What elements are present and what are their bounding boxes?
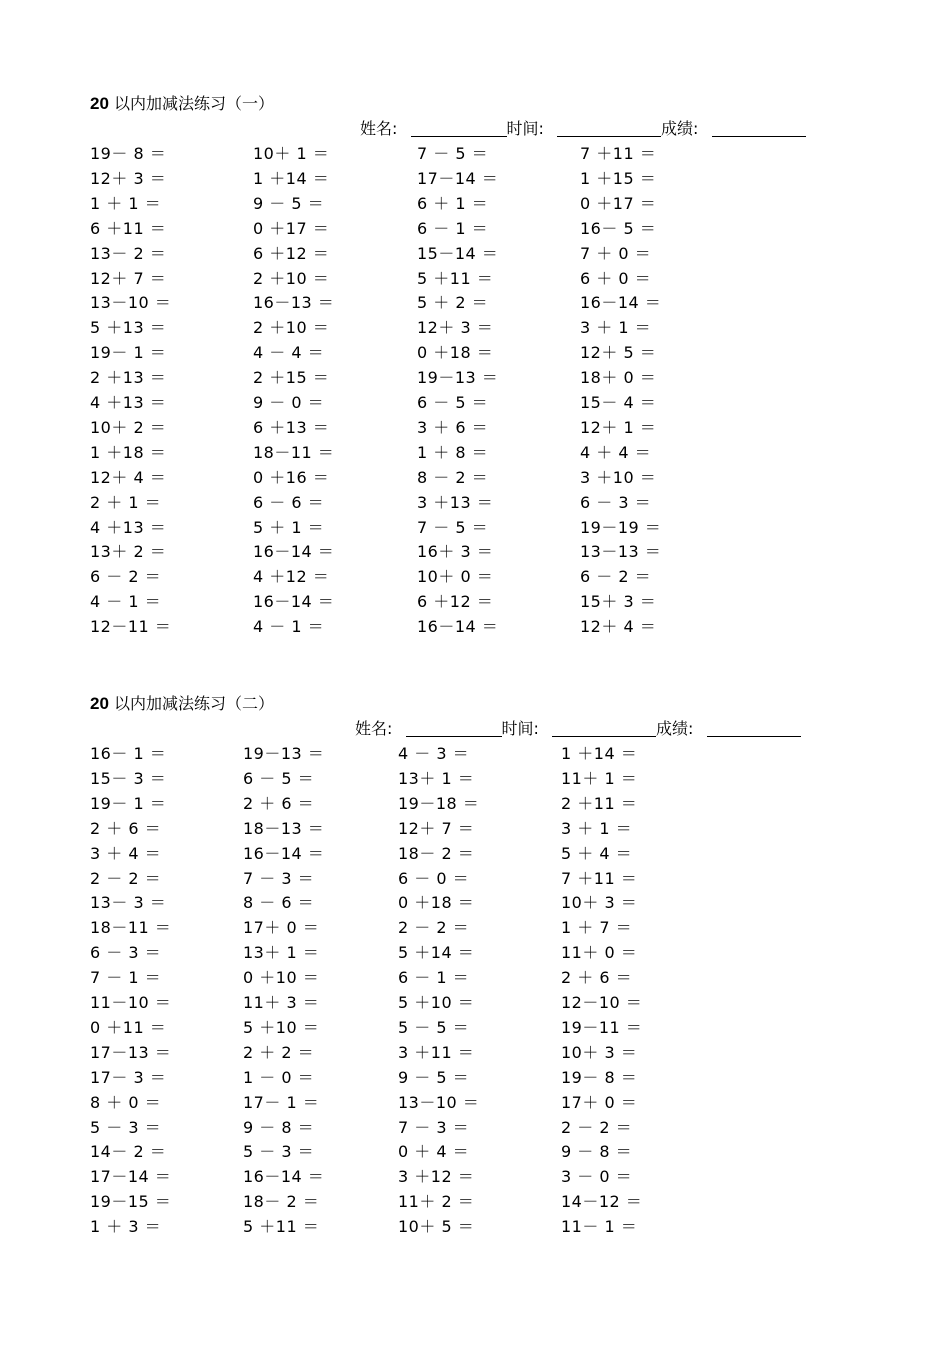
math-problem: 1 ＋ 3 ＝ bbox=[90, 1217, 162, 1237]
math-problem: 19－19 ＝ bbox=[580, 517, 662, 537]
math-problem: 4 ＋12 ＝ bbox=[253, 567, 330, 587]
problem-row bbox=[0, 767, 950, 791]
math-problem: 19－ 1 ＝ bbox=[90, 343, 167, 363]
math-problem: 2 ＋ 2 ＝ bbox=[243, 1042, 315, 1062]
math-problem: 10＋ 1 ＝ bbox=[253, 144, 330, 163]
math-problem: 17－13 ＝ bbox=[90, 1042, 172, 1062]
math-problem: 12－11 ＝ bbox=[90, 617, 172, 637]
problem-row bbox=[0, 516, 950, 540]
math-problem: 3 ＋11 ＝ bbox=[398, 1042, 475, 1062]
math-problem: 6 － 0 ＝ bbox=[398, 868, 470, 888]
math-problem: 5 ＋ 4 ＝ bbox=[561, 843, 633, 863]
math-problem: 5 ＋ 1 ＝ bbox=[253, 517, 325, 537]
math-problem: 13－ 2 ＝ bbox=[90, 243, 167, 263]
math-problem: 19－18 ＝ bbox=[398, 793, 480, 813]
math-problem: 11＋ 3 ＝ bbox=[243, 993, 320, 1012]
math-problem: 13－13 ＝ bbox=[580, 542, 662, 562]
math-problem: 0 ＋16 ＝ bbox=[253, 467, 330, 487]
student-info-row bbox=[360, 118, 806, 140]
time-blank[interactable] bbox=[552, 718, 656, 737]
math-problem: 4 ＋ 4 ＝ bbox=[580, 442, 652, 462]
math-problem: 18－11 ＝ bbox=[253, 442, 335, 462]
math-problem: 15－14 ＝ bbox=[417, 243, 499, 263]
math-problem: 0 ＋ 4 ＝ bbox=[398, 1142, 470, 1162]
problem-row bbox=[0, 1041, 950, 1065]
problem-row bbox=[0, 192, 950, 216]
math-problem: 13－10 ＝ bbox=[398, 1092, 480, 1112]
math-problem: 3 ＋ 6 ＝ bbox=[417, 417, 489, 437]
worksheet-title bbox=[90, 692, 274, 716]
math-problem: 14－ 2 ＝ bbox=[90, 1142, 167, 1162]
math-problem: 0 ＋18 ＝ bbox=[398, 893, 475, 913]
math-problem: 10＋ 3 ＝ bbox=[561, 893, 638, 913]
math-problem: 6 － 6 ＝ bbox=[253, 492, 325, 512]
math-problem: 7 － 1 ＝ bbox=[90, 968, 162, 988]
math-problem: 9 － 0 ＝ bbox=[253, 393, 325, 412]
math-problem: 11－10 ＝ bbox=[90, 993, 172, 1012]
problem-row bbox=[0, 167, 950, 191]
math-problem: 9 － 8 ＝ bbox=[243, 1117, 315, 1137]
problem-row bbox=[0, 991, 950, 1015]
math-problem: 5 ＋ 2 ＝ bbox=[417, 293, 489, 313]
math-problem: 2 － 2 ＝ bbox=[398, 918, 470, 938]
math-problem: 1 － 0 ＝ bbox=[243, 1067, 315, 1087]
math-problem: 17＋ 0 ＝ bbox=[561, 1092, 638, 1112]
math-problem: 1 ＋15 ＝ bbox=[580, 168, 657, 188]
problem-row bbox=[0, 1190, 950, 1214]
math-problem: 12＋ 3 ＝ bbox=[90, 168, 167, 188]
problem-row bbox=[0, 792, 950, 816]
math-problem: 16－13 ＝ bbox=[253, 293, 335, 313]
math-problem: 4 ＋13 ＝ bbox=[90, 393, 167, 412]
problem-row bbox=[0, 867, 950, 891]
math-problem: 10＋ 3 ＝ bbox=[561, 1042, 638, 1062]
math-problem: 6 － 5 ＝ bbox=[417, 393, 489, 412]
math-problem: 1 ＋ 7 ＝ bbox=[561, 918, 633, 938]
math-problem: 2 ＋11 ＝ bbox=[561, 793, 638, 813]
math-problem: 6 － 2 ＝ bbox=[580, 567, 652, 587]
math-problem: 11＋ 0 ＝ bbox=[561, 943, 638, 963]
math-problem: 1 ＋18 ＝ bbox=[90, 442, 167, 462]
math-problem: 6 － 3 ＝ bbox=[580, 492, 652, 512]
math-problem: 9 － 5 ＝ bbox=[253, 193, 325, 213]
problem-row bbox=[0, 1215, 950, 1239]
math-problem: 5 ＋14 ＝ bbox=[398, 943, 475, 963]
math-problem: 0 ＋11 ＝ bbox=[90, 1017, 167, 1037]
math-problem: 3 ＋ 4 ＝ bbox=[90, 843, 162, 863]
math-problem: 18－13 ＝ bbox=[243, 818, 325, 838]
math-problem: 8 － 2 ＝ bbox=[417, 467, 489, 487]
math-problem: 11－ 1 ＝ bbox=[561, 1217, 638, 1237]
math-problem: 7 － 3 ＝ bbox=[243, 868, 315, 888]
problem-row bbox=[0, 242, 950, 266]
math-problem: 16－14 ＝ bbox=[580, 293, 662, 313]
problem-row bbox=[0, 891, 950, 915]
math-problem: 1 ＋ 1 ＝ bbox=[90, 193, 162, 213]
math-problem: 2 － 2 ＝ bbox=[90, 868, 162, 888]
worksheet-title bbox=[90, 92, 274, 116]
problem-row bbox=[0, 941, 950, 965]
math-problem: 12＋ 5 ＝ bbox=[580, 343, 657, 363]
math-problem: 0 ＋17 ＝ bbox=[253, 218, 330, 238]
math-problem: 0 ＋10 ＝ bbox=[243, 968, 320, 988]
math-problem: 12＋ 4 ＝ bbox=[580, 617, 657, 637]
time-label: 时间: bbox=[506, 119, 544, 138]
math-problem: 19－13 ＝ bbox=[417, 368, 499, 388]
problem-row bbox=[0, 267, 950, 291]
math-problem: 10＋ 5 ＝ bbox=[398, 1217, 475, 1237]
math-problem: 18－11 ＝ bbox=[90, 918, 172, 938]
problem-row bbox=[0, 391, 950, 415]
math-problem: 1 ＋14 ＝ bbox=[253, 168, 330, 188]
math-problem: 6 ＋ 0 ＝ bbox=[580, 268, 652, 288]
math-problem: 2 ＋ 6 ＝ bbox=[243, 793, 315, 813]
math-problem: 9 － 5 ＝ bbox=[398, 1067, 470, 1087]
problem-row bbox=[0, 366, 950, 390]
math-problem: 16－14 ＝ bbox=[243, 1167, 325, 1187]
problem-row bbox=[0, 491, 950, 515]
math-problem: 7 ＋11 ＝ bbox=[561, 868, 638, 888]
math-problem: 3 ＋10 ＝ bbox=[580, 467, 657, 487]
math-problem: 16－14 ＝ bbox=[417, 617, 499, 637]
math-problem: 12＋ 7 ＝ bbox=[90, 268, 167, 288]
score-blank[interactable] bbox=[712, 118, 806, 137]
math-problem: 16－ 1 ＝ bbox=[90, 744, 167, 763]
title-number: 20 bbox=[90, 694, 109, 713]
math-problem: 5 ＋10 ＝ bbox=[398, 993, 475, 1012]
math-problem: 3 ＋ 1 ＝ bbox=[580, 318, 652, 338]
problem-row bbox=[0, 842, 950, 866]
math-problem: 0 ＋17 ＝ bbox=[580, 193, 657, 213]
problem-row bbox=[0, 742, 950, 766]
problem-row bbox=[0, 1016, 950, 1040]
math-problem: 5 ＋11 ＝ bbox=[417, 268, 494, 288]
math-problem: 15＋ 3 ＝ bbox=[580, 592, 657, 612]
math-problem: 12＋ 3 ＝ bbox=[417, 318, 494, 338]
math-problem: 2 ＋15 ＝ bbox=[253, 368, 330, 388]
math-problem: 7 － 5 ＝ bbox=[417, 517, 489, 537]
score-blank[interactable] bbox=[707, 718, 801, 737]
math-problem: 19－ 1 ＝ bbox=[90, 793, 167, 813]
math-problem: 19－ 8 ＝ bbox=[90, 144, 167, 163]
math-problem: 13＋ 1 ＝ bbox=[398, 768, 475, 788]
math-problem: 8 － 6 ＝ bbox=[243, 893, 315, 913]
math-problem: 15－ 3 ＝ bbox=[90, 768, 167, 788]
math-problem: 19－11 ＝ bbox=[561, 1017, 643, 1037]
math-problem: 5 － 5 ＝ bbox=[398, 1017, 470, 1037]
math-problem: 11＋ 1 ＝ bbox=[561, 768, 638, 788]
math-problem: 2 ＋ 1 ＝ bbox=[90, 492, 162, 512]
math-problem: 4 － 4 ＝ bbox=[253, 343, 325, 363]
math-problem: 16－14 ＝ bbox=[243, 843, 325, 863]
math-problem: 2 ＋10 ＝ bbox=[253, 318, 330, 338]
math-problem: 17－ 1 ＝ bbox=[243, 1092, 320, 1112]
math-problem: 17－14 ＝ bbox=[90, 1167, 172, 1187]
math-problem: 3 ＋ 1 ＝ bbox=[561, 818, 633, 838]
problem-row bbox=[0, 341, 950, 365]
math-problem: 5 ＋11 ＝ bbox=[243, 1217, 320, 1237]
problem-row bbox=[0, 817, 950, 841]
problem-row bbox=[0, 540, 950, 564]
math-problem: 2 ＋13 ＝ bbox=[90, 368, 167, 388]
problem-row bbox=[0, 615, 950, 639]
problem-row bbox=[0, 142, 950, 166]
math-problem: 5 － 3 ＝ bbox=[243, 1142, 315, 1162]
math-problem: 6 ＋12 ＝ bbox=[417, 592, 494, 612]
math-problem: 16＋ 3 ＝ bbox=[417, 542, 494, 562]
math-problem: 16－14 ＝ bbox=[253, 592, 335, 612]
math-problem: 8 ＋ 0 ＝ bbox=[90, 1092, 162, 1112]
math-problem: 12＋ 1 ＝ bbox=[580, 417, 657, 437]
math-problem: 4 － 1 ＝ bbox=[253, 617, 325, 637]
name-label: 姓名: bbox=[360, 119, 398, 138]
math-problem: 18－ 2 ＝ bbox=[243, 1192, 320, 1212]
math-problem: 15－ 4 ＝ bbox=[580, 393, 657, 412]
math-problem: 7 － 3 ＝ bbox=[398, 1117, 470, 1137]
problem-row bbox=[0, 1091, 950, 1115]
math-problem: 10＋ 0 ＝ bbox=[417, 567, 494, 587]
problem-row bbox=[0, 291, 950, 315]
problem-row bbox=[0, 1116, 950, 1140]
math-problem: 13－ 3 ＝ bbox=[90, 893, 167, 913]
math-problem: 12－10 ＝ bbox=[561, 993, 643, 1012]
time-blank[interactable] bbox=[557, 118, 661, 137]
math-problem: 1 ＋14 ＝ bbox=[561, 744, 638, 763]
problem-row bbox=[0, 466, 950, 490]
name-label: 姓名: bbox=[355, 719, 393, 738]
name-blank[interactable] bbox=[411, 118, 507, 137]
math-problem: 2 ＋10 ＝ bbox=[253, 268, 330, 288]
name-blank[interactable] bbox=[406, 718, 502, 737]
math-problem: 4 － 1 ＝ bbox=[90, 592, 162, 612]
math-problem: 10＋ 2 ＝ bbox=[90, 417, 167, 437]
problem-row bbox=[0, 916, 950, 940]
math-problem: 5 ＋10 ＝ bbox=[243, 1017, 320, 1037]
math-problem: 16－14 ＝ bbox=[253, 542, 335, 562]
problem-row bbox=[0, 1140, 950, 1164]
problem-row bbox=[0, 416, 950, 440]
math-problem: 12＋ 4 ＝ bbox=[90, 467, 167, 487]
math-problem: 1 ＋ 8 ＝ bbox=[417, 442, 489, 462]
math-problem: 17＋ 0 ＝ bbox=[243, 918, 320, 938]
score-label: 成绩: bbox=[656, 719, 694, 738]
score-label: 成绩: bbox=[661, 119, 699, 138]
student-info-row bbox=[355, 718, 801, 740]
math-problem: 18＋ 0 ＝ bbox=[580, 368, 657, 388]
title-number: 20 bbox=[90, 94, 109, 113]
problem-row bbox=[0, 217, 950, 241]
math-problem: 6 － 5 ＝ bbox=[243, 768, 315, 788]
math-problem: 13＋ 1 ＝ bbox=[243, 943, 320, 963]
math-problem: 6 － 2 ＝ bbox=[90, 567, 162, 587]
math-problem: 2 － 2 ＝ bbox=[561, 1117, 633, 1137]
math-problem: 7 － 5 ＝ bbox=[417, 144, 489, 163]
problem-row bbox=[0, 565, 950, 589]
math-problem: 6 ＋11 ＝ bbox=[90, 218, 167, 238]
problem-row bbox=[0, 316, 950, 340]
math-problem: 2 ＋ 6 ＝ bbox=[90, 818, 162, 838]
problem-row bbox=[0, 590, 950, 614]
math-problem: 7 ＋11 ＝ bbox=[580, 144, 657, 163]
title-text: 以内加减法练习（二） bbox=[114, 694, 275, 713]
math-problem: 18－ 2 ＝ bbox=[398, 843, 475, 863]
math-problem: 11＋ 2 ＝ bbox=[398, 1192, 475, 1212]
math-problem: 0 ＋18 ＝ bbox=[417, 343, 494, 363]
math-problem: 5 ＋13 ＝ bbox=[90, 318, 167, 338]
math-problem: 3 － 0 ＝ bbox=[561, 1167, 633, 1187]
title-text: 以内加减法练习（一） bbox=[114, 94, 275, 113]
math-problem: 12＋ 7 ＝ bbox=[398, 818, 475, 838]
math-problem: 9 － 8 ＝ bbox=[561, 1142, 633, 1162]
math-problem: 19－ 8 ＝ bbox=[561, 1067, 638, 1087]
math-problem: 17－ 3 ＝ bbox=[90, 1067, 167, 1087]
math-problem: 6 ＋13 ＝ bbox=[253, 417, 330, 437]
math-problem: 19－15 ＝ bbox=[90, 1192, 172, 1212]
math-problem: 14－12 ＝ bbox=[561, 1192, 643, 1212]
math-problem: 6 － 3 ＝ bbox=[90, 943, 162, 963]
math-problem: 5 － 3 ＝ bbox=[90, 1117, 162, 1137]
math-problem: 6 ＋12 ＝ bbox=[253, 243, 330, 263]
math-problem: 4 ＋13 ＝ bbox=[90, 517, 167, 537]
problem-row bbox=[0, 966, 950, 990]
math-problem: 3 ＋12 ＝ bbox=[398, 1167, 475, 1187]
math-problem: 6 ＋ 1 ＝ bbox=[417, 193, 489, 213]
math-problem: 17－14 ＝ bbox=[417, 168, 499, 188]
math-problem: 3 ＋13 ＝ bbox=[417, 492, 494, 512]
problem-row bbox=[0, 1165, 950, 1189]
time-label: 时间: bbox=[501, 719, 539, 738]
math-problem: 19－13 ＝ bbox=[243, 744, 325, 763]
math-problem: 4 － 3 ＝ bbox=[398, 744, 470, 763]
math-problem: 13＋ 2 ＝ bbox=[90, 542, 167, 562]
math-problem: 16－ 5 ＝ bbox=[580, 218, 657, 238]
math-problem: 2 ＋ 6 ＝ bbox=[561, 968, 633, 988]
math-problem: 13－10 ＝ bbox=[90, 293, 172, 313]
math-problem: 6 － 1 ＝ bbox=[417, 218, 489, 238]
math-problem: 7 ＋ 0 ＝ bbox=[580, 243, 652, 263]
problem-row bbox=[0, 1066, 950, 1090]
problem-row bbox=[0, 441, 950, 465]
math-problem: 6 － 1 ＝ bbox=[398, 968, 470, 988]
